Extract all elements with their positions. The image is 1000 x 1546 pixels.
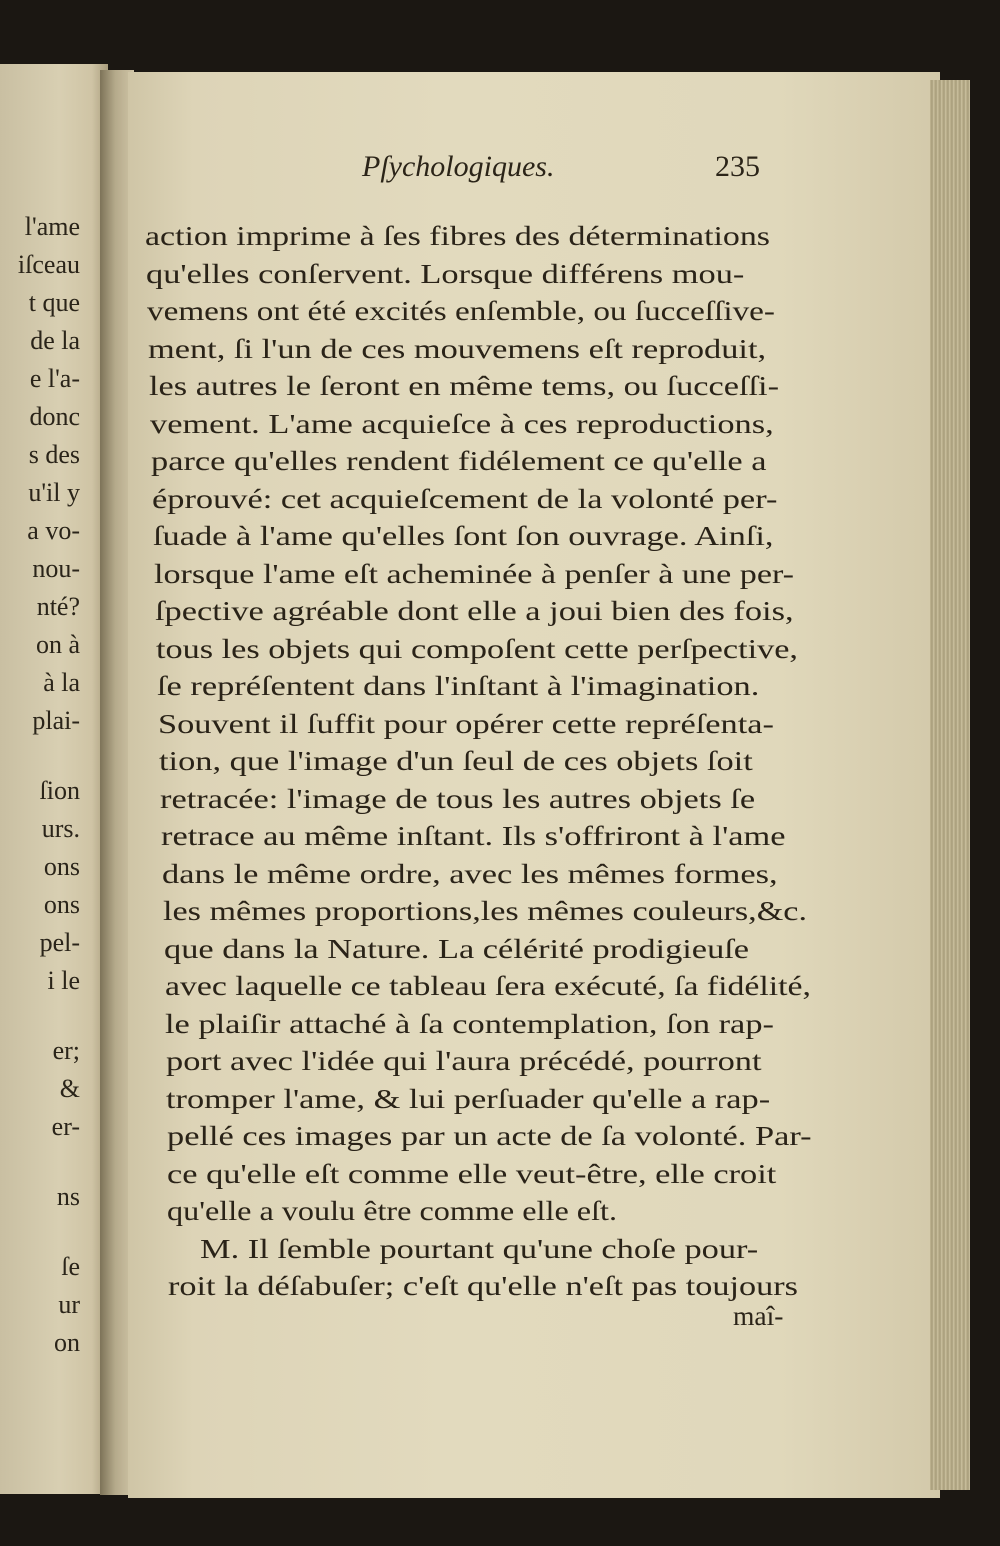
facing-page-line: er-	[51, 1112, 80, 1141]
body-line: ce qu'elle eſt comme elle veut-être, elle croit	[167, 1157, 777, 1189]
facing-page-line: à la	[43, 668, 80, 697]
body-line: ſpective agréable dont elle a joui bien des fois,	[155, 595, 794, 626]
body-line: ſuade à l'ame qu'elles ſont ſon ouvrage. Ainſi,	[153, 520, 774, 551]
body-line: retracée: l'image de tous les autres objets ſe	[160, 782, 756, 814]
facing-page-line: a vo-	[27, 516, 80, 545]
body-line: tromper l'ame, & lui perſuader qu'elle a rap-	[166, 1082, 771, 1114]
facing-page-line: on	[54, 1328, 80, 1357]
facing-page-line: ſe	[61, 1252, 80, 1281]
body-line: lorsque l'ame eſt acheminée à penſer à une per-	[154, 557, 794, 589]
body-line: retrace au même inſtant. Ils s'offriront à l'ame	[161, 820, 786, 851]
facing-page-line: l'ame	[24, 212, 80, 241]
facing-page-line: urs.	[41, 814, 80, 843]
body-line: éprouvé: cet acquieſcement de la volonté per-	[152, 482, 778, 514]
facing-page-line: on à	[35, 630, 80, 659]
facing-page-line: ons	[43, 852, 80, 881]
body-line: port avec l'idée qui l'aura précédé, pourront	[166, 1045, 762, 1076]
facing-page-line: donc	[29, 402, 80, 431]
body-line: M. Il ſemble pourtant qu'une choſe pour-	[200, 1232, 759, 1264]
page-number: 235	[715, 150, 760, 183]
body-line: les mêmes proportions,les mêmes couleurs,&c.	[163, 895, 807, 926]
body-line: les autres le ſeront en même tems, ou ſucceſſi-	[149, 370, 779, 401]
facing-page-line: ſion	[39, 776, 80, 805]
body-line: le plaiſir attaché à ſa contemplation, ſon rap-	[165, 1007, 774, 1039]
body-line: vemens ont été excités enſemble, ou ſucceſſive-	[147, 295, 775, 326]
catchword: maî-	[733, 1300, 784, 1331]
body-line: dans le même ordre, avec les mêmes formes,	[162, 857, 778, 889]
facing-page-line: iſceau	[17, 250, 80, 279]
facing-page-line: nou-	[32, 554, 80, 583]
facing-page-line: nté?	[36, 592, 80, 621]
facing-page-line: i le	[47, 966, 80, 995]
facing-page-line: pel-	[39, 928, 80, 957]
body-line: ment, ſi l'un de ces mouvemens eſt reproduit,	[148, 332, 767, 364]
facing-page-line: ns	[56, 1182, 80, 1211]
body-line: parce qu'elles rendent fidélement ce qu'elle a	[151, 445, 767, 476]
facing-page-line: ur	[58, 1290, 80, 1319]
running-head: Pſychologiques.	[362, 150, 555, 183]
facing-page-line: ons	[43, 890, 80, 919]
body-line: roit la déſabuſer; c'eſt qu'elle n'eſt pas toujours	[168, 1270, 798, 1301]
body-line: action imprime à ſes fibres des déterminations	[145, 220, 770, 251]
body-line: tous les objets qui compoſent cette perſpective,	[156, 632, 798, 664]
facing-page-line: s des	[28, 440, 80, 469]
body-line: avec laquelle ce tableau ſera exécuté, ſa fidélité,	[165, 970, 811, 1001]
facing-page-line: t que	[28, 288, 80, 317]
body-line: tion, que l'image d'un ſeul de ces objets ſoit	[159, 745, 753, 776]
body-line: que dans la Nature. La célérité prodigieuſe	[164, 932, 750, 964]
facing-page-line: &	[59, 1074, 80, 1103]
body-line: pellé ces images par un acte de ſa volonté. Par-	[167, 1120, 812, 1151]
body-line: qu'elle a voulu être comme elle eſt.	[167, 1195, 617, 1226]
facing-page-line: er;	[52, 1036, 80, 1065]
body-line: qu'elles conſervent. Lorsque différens mou-	[146, 257, 745, 289]
body-line: ſe repréſentent dans l'inſtant à l'imagination.	[157, 670, 760, 701]
body-line: vement. L'ame acquieſce à ces reproductions,	[150, 407, 774, 439]
facing-page-line: de la	[30, 326, 80, 355]
facing-page-line: u'il y	[28, 478, 80, 507]
facing-page-line: plai-	[32, 706, 80, 735]
body-line: Souvent il ſuffit pour opérer cette repréſenta-	[158, 707, 774, 739]
facing-page-line: e l'a-	[29, 364, 80, 393]
